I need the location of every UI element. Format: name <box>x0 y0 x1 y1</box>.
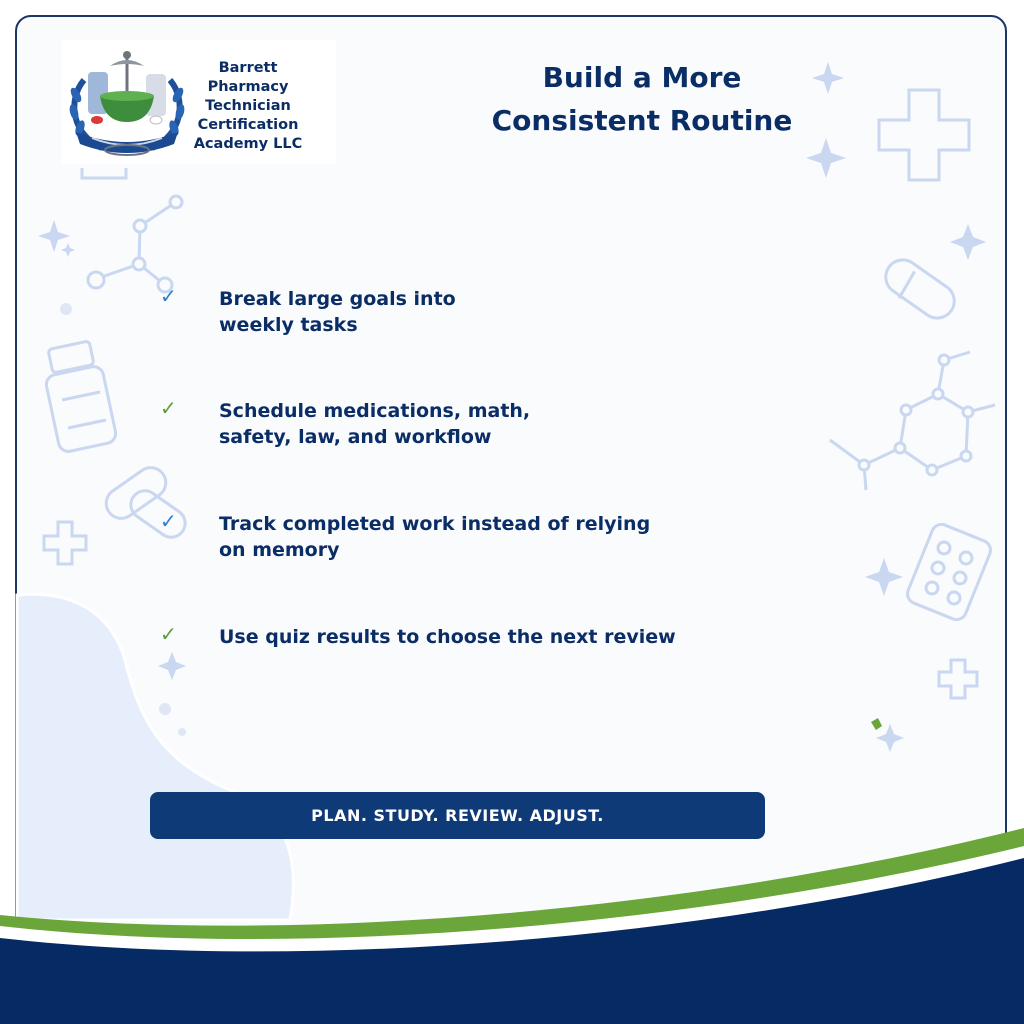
check-icon: ✓ <box>160 622 177 646</box>
slogan-banner <box>150 792 765 839</box>
list-item-line: safety, law, and workflow <box>219 426 492 448</box>
check-icon: ✓ <box>160 284 177 308</box>
pill-blister-icon <box>905 521 994 622</box>
title-line: Build a More <box>542 61 742 94</box>
list-item-line: Break large goals into <box>219 288 456 310</box>
list-item-line: Track completed work instead of relying <box>219 513 651 535</box>
logo-text <box>186 59 310 154</box>
slogan-text: PLAN. STUDY. REVIEW. ADJUST. <box>311 806 604 825</box>
medicine-bottle-icon <box>45 341 118 453</box>
list-item-line: weekly tasks <box>219 314 358 336</box>
list-item-text <box>219 511 739 563</box>
cross-icon <box>44 90 977 698</box>
title-line: Consistent Routine <box>491 104 793 137</box>
list-item-text <box>219 624 739 650</box>
molecule-icon <box>88 196 182 292</box>
logo-line: Pharmacy <box>207 79 289 95</box>
logo-line: Certification <box>197 117 299 133</box>
list-item-line: on memory <box>219 539 340 561</box>
logo-line: Academy LLC <box>193 136 303 152</box>
logo-line: Barrett <box>218 60 278 76</box>
check-icon: ✓ <box>160 396 177 420</box>
molecule-icon <box>830 352 995 490</box>
list-item-text <box>219 286 739 338</box>
logo-underline-decor <box>80 164 130 184</box>
caduceus-mortar-emblem-icon <box>62 40 192 164</box>
logo-line: Technician <box>205 98 291 114</box>
list-item-line: Use quiz results to choose the next review <box>219 626 676 648</box>
leaf-icon <box>871 718 882 730</box>
page-title <box>470 56 814 142</box>
list-item-text <box>219 398 739 450</box>
list-item-line: Schedule medications, math, <box>219 400 531 422</box>
check-icon: ✓ <box>160 509 177 533</box>
